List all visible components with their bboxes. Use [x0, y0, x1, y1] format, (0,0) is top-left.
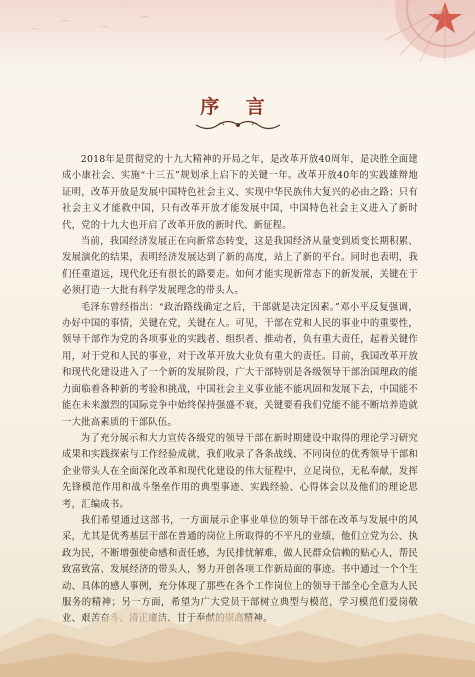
paragraph: 当前，我国经济发展正在向新常态转变，这是我国经济从量变到质变长期积累、发展演化的结果，表明经济发展达到了新的高度，站上了新的平台。同时也表明，我们任重道远，现代化还有很长的路要走。如何才能实现新常态下的新发展，关键在于必须打造一大批有科学发展理念的带头人。	[62, 236, 418, 297]
paragraph: 我们希望通过这部书，一方面展示企事业单位的领导干部在改革与发展中的风采，尤其是优秀基层干部在普通的岗位上所取得的不平凡的业绩，他们立党为公、执政为民，不断增强使命感和责任感，为民排忧解难，做人民群众信赖的贴心人，帮民致富致富、发展经济的带头人，努力开创各项工作新局面的事迹。书中通过一个个生动、具体的感人事例，充分体现了那些在各个工作岗位上的领导干部全心全意为人民服务的精神；另一方面，希望为广大党员干部树立典型与模范，学习模范们爱岗敬业、艰苦奋斗、清正廉洁、甘于奉献的崇高精神。	[62, 514, 418, 625]
paragraph: 为了充分展示和大力宣传各级党的领导干部在新时期建设中取得的理论学习研究成果和实践探索与工作经验成就，我们收录了各条战线、不同岗位的优秀领导干部和企业带头人在全面深化改革和现代化建设的伟大征程中，立足岗位，无私奉献，发挥先锋模范作用和战斗堡垒作用的典型事迹、实践经验、心得体会以及他们的理论思考，汇编成书。	[62, 432, 418, 510]
birds-decoration-icon	[20, 10, 180, 50]
paragraph: 毛泽东曾经指出：“政治路线确定之后，干部就是决定因素。”邓小平反复强调，办好中国的事情，关键在党，关键在人。可见，干部在党和人民的事业中的重要性，领导干部作为党的各项事业的实践者、组织者、推动者，负有重大责任，起着关键作用，对于党和人民的事业，对于改革开放大业负有重大的责任。目前，我国改革开放和现代化建设进入了一个新的发展阶段，广大干部特别是各级领导干部治国理政的能力面临着各种新的考验和挑战，中国社会主义事业能不能巩固和发展下去，中国能不能在未来激烈的国际竞争中始终保持强盛不衰，关键要看我们党能不能不断培养造就一大批高素质的干部队伍。	[62, 301, 418, 428]
emblem-star-icon	[365, 0, 475, 62]
paragraph: 2018年是贯彻党的十九大精神的开局之年，是改革开放40周年，是决胜全面建成小康社会、实施“十三五”规划承上启下的关键一年。改革开放40年的实践雄辩地证明，改革开放是发展中国特色社会主义、实现中华民族伟大复兴的必由之路；只有社会主义才能救中国，只有改革开放才能发展中国，中国特色社会主义进入了新时代，党的十九大也开启了改革开放的新时代、新征程。	[62, 154, 418, 231]
title-ornament-icon	[188, 118, 288, 132]
page-title: 序 言	[200, 96, 275, 118]
preface-body	[62, 152, 418, 628]
mountain-landscape-icon	[0, 567, 475, 677]
